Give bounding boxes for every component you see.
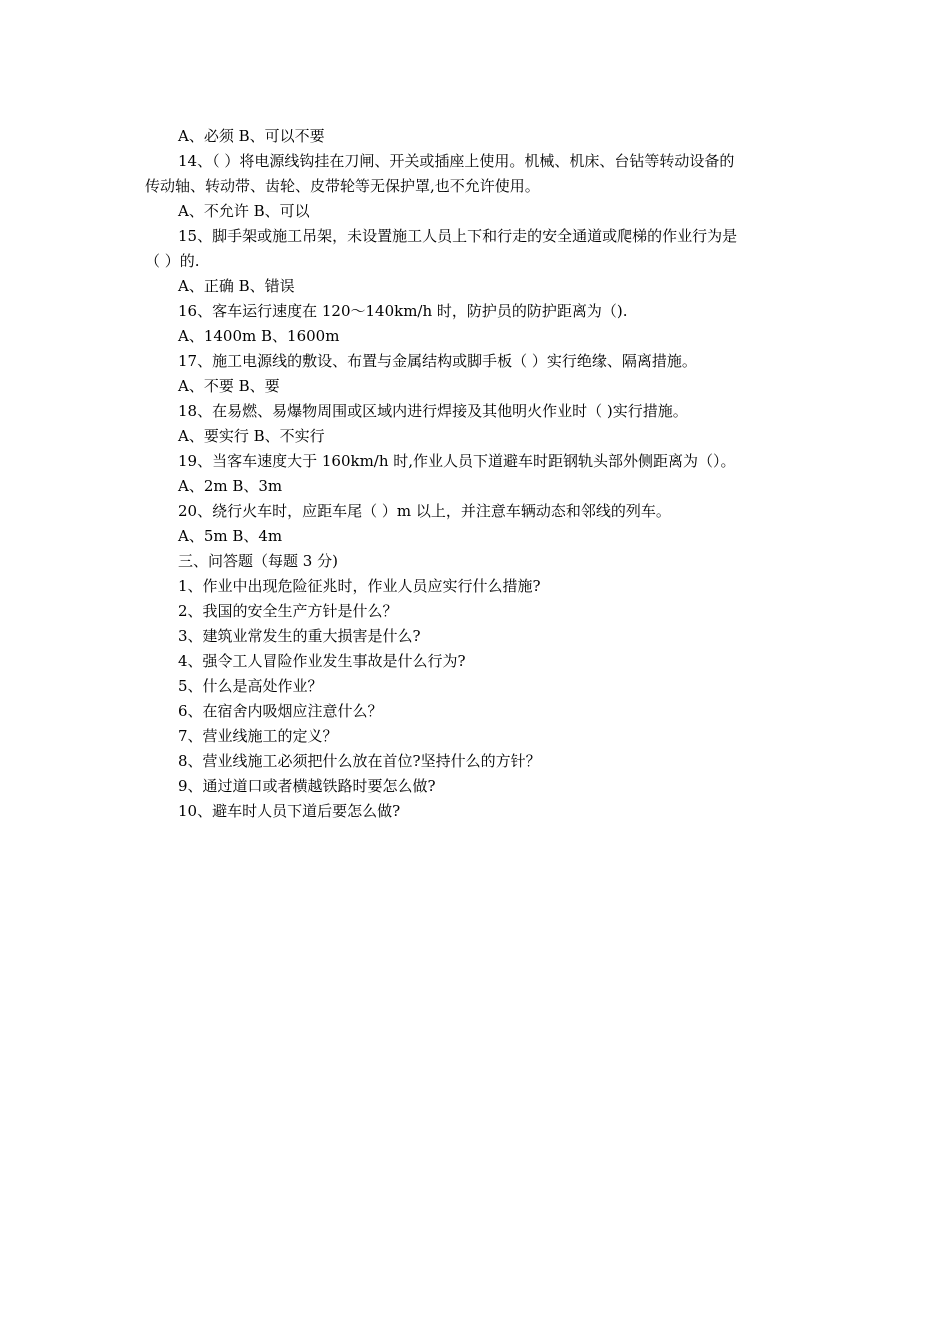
document-body xyxy=(145,124,810,824)
option-line: A、1400m B、1600m xyxy=(178,327,340,345)
qa-item-1: 1、作业中出现危险征兆时，作业人员应实行什么措施? xyxy=(178,577,541,595)
option-line: A、不要 B、要 xyxy=(178,377,280,395)
section-heading: 三、问答题（每题 3 分) xyxy=(178,552,338,570)
question-19: 19、当客车速度大于 160km/h 时,作业人员下道避车时距钢轨头部外侧距离为（）。 xyxy=(178,452,736,470)
question-15: 15、脚手架或施工吊架，未设置施工人员上下和行走的安全通道或爬梯的作业行为是 xyxy=(178,227,738,245)
qa-item-3: 3、建筑业常发生的重大损害是什么? xyxy=(178,627,421,645)
option-line: A、不允许 B、可以 xyxy=(178,202,310,220)
question-17: 17、施工电源线的敷设、布置与金属结构或脚手板（ ）实行绝缘、隔离措施。 xyxy=(178,352,697,370)
qa-item-10: 10、避车时人员下道后要怎么做? xyxy=(178,802,401,820)
qa-item-4: 4、强令工人冒险作业发生事故是什么行为? xyxy=(178,652,466,670)
option-line: A、必须 B、可以不要 xyxy=(178,127,325,145)
question-20: 20、绕行火车时，应距车尾（ ）m 以上，并注意车辆动态和邻线的列车。 xyxy=(178,502,671,520)
question-18: 18、在易燃、易爆物周围或区域内进行焊接及其他明火作业时（ )实行措施。 xyxy=(178,402,688,420)
option-line: A、5m B、4m xyxy=(178,527,283,545)
question-15-continuation: （ ）的. xyxy=(145,252,200,270)
qa-item-7: 7、营业线施工的定义？ xyxy=(178,727,338,745)
question-14: 14、（ ）将电源线钩挂在刀闸、开关或插座上使用。机械、机床、台钻等转动设备的 xyxy=(178,152,735,170)
qa-item-8: 8、营业线施工必须把什么放在首位?坚持什么的方针？ xyxy=(178,752,541,770)
option-line: A、要实行 B、不实行 xyxy=(178,427,325,445)
qa-item-5: 5、什么是高处作业？ xyxy=(178,677,323,695)
qa-item-9: 9、通过道口或者横越铁路时要怎么做? xyxy=(178,777,436,795)
question-16: 16、客车运行速度在 120～140km/h 时，防护员的防护距离为（). xyxy=(178,302,628,320)
qa-item-2: 2、我国的安全生产方针是什么？ xyxy=(178,602,398,620)
option-line: A、正确 B、错误 xyxy=(178,277,295,295)
question-14-continuation: 传动轴、转动带、齿轮、皮带轮等无保护罩,也不允许使用。 xyxy=(145,177,540,195)
option-line: A、2m B、3m xyxy=(178,477,283,495)
qa-item-6: 6、在宿舍内吸烟应注意什么？ xyxy=(178,702,383,720)
